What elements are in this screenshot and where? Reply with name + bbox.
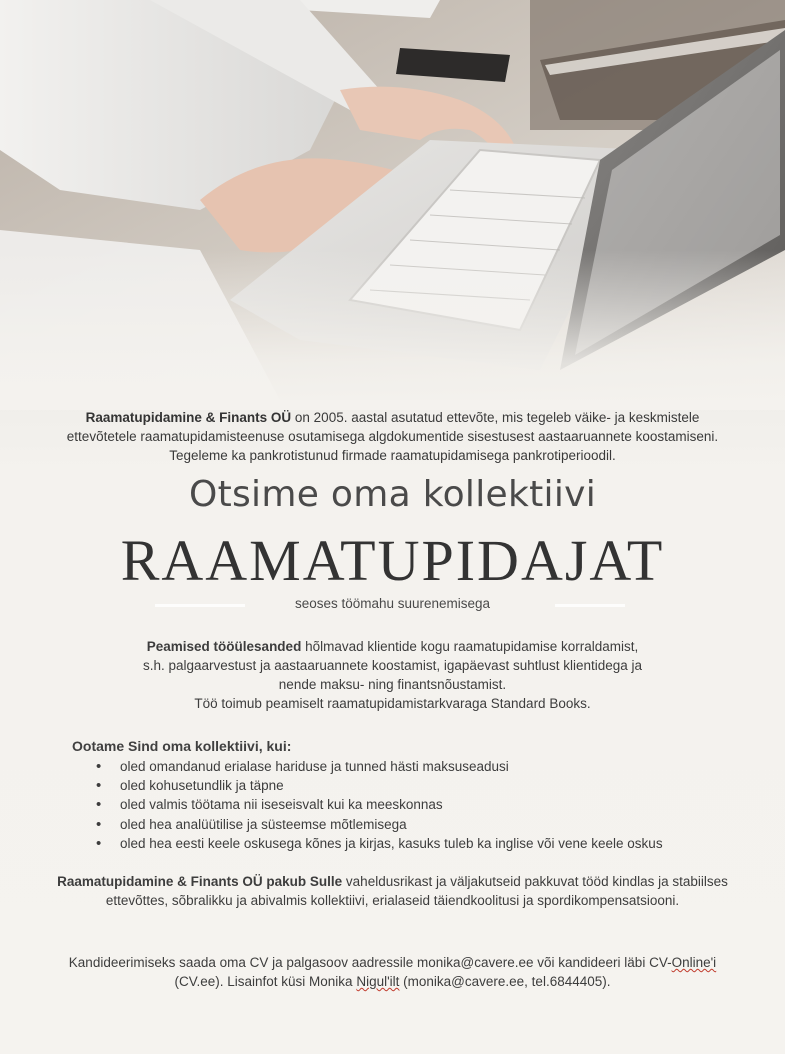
list-item: • oled hea analüütilise ja süsteemse mõtlemisega [96,815,663,834]
offer-text: vaheldusrikast ja väljakutseid pakkuvat tööd kindlas ja stabiilses ettevõttes, sõbralikku ja abivalmis kollektiivi, erialaseid täiendkoolitusi ja spordikompensatsiooni. [105,874,728,908]
duties-line-1: hõlmavad klientide kogu raamatupidamise korraldamist, [301,639,639,654]
headline: Otsime oma kollektiivi [188,474,597,515]
duties-line-4: Töö toimub peamiselt raamatupidamistarkvaraga Standard Books. [194,696,591,711]
apply-text-3: (monika@cavere.ee, tel.6844405). [399,974,611,989]
duties-line-3: nende maksu- ning finantsnõustamist. [278,677,507,692]
company-intro [60,408,725,465]
hero-fade-overlay [0,250,785,410]
contact-name-word: Nigul'ilt [356,974,400,989]
offer-paragraph [55,872,730,910]
list-item: • oled hea eesti keele oskusega kõnes ja kirjas, kasuks tuleb ka inglise või vene keele oskus [96,834,663,853]
intro-text: on 2005. aastal asutatud ettevõte, mis tegeleb väike- ja keskmistele ettevõtetele raamatupidamisteenuse osutamisega algdokumentide sisestusest aastaaruannete koostamiseni. Tegeleme ka pankrotistunud firmade raamatupidamisega pankrotiperioodil. [66,410,719,463]
list-item: • oled kohusetundlik ja täpne [96,776,663,795]
list-item: • oled omandanud erialase hariduse ja tunned hästi maksuseadusi [96,757,663,776]
duties-paragraph [60,637,725,713]
apply-text-1: Kandideerimiseks saada oma CV ja palgasoov aadressile monika@cavere.ee või kandideeri läbi CV- [68,955,672,970]
offer-heading: Raamatupidamine & Finants OÜ pakub Sulle [57,874,343,889]
duties-heading: Peamised tööülesanded [146,639,302,654]
apply-paragraph [55,953,730,991]
duties-line-2: s.h. palgaarvestust ja aastaaruannete koostamist, igapäevast suhtlust klientidega ja [142,658,643,673]
cv-online-word: Online'i [671,955,717,970]
subtitle: seoses töömahu suurenemisega [294,596,491,611]
list-item: • oled valmis töötama nii iseseisvalt kui ka meeskonnas [96,795,663,814]
company-name: Raamatupidamine & Finants OÜ [85,410,292,425]
job-title: RAAMATUPIDAJAT [120,528,665,593]
apply-text-2: (CV.ee). Lisainfot küsi Monika [174,974,357,989]
requirements-list [96,757,663,853]
requirements-heading: Ootame Sind oma kollektiivi, kui: [72,738,292,754]
